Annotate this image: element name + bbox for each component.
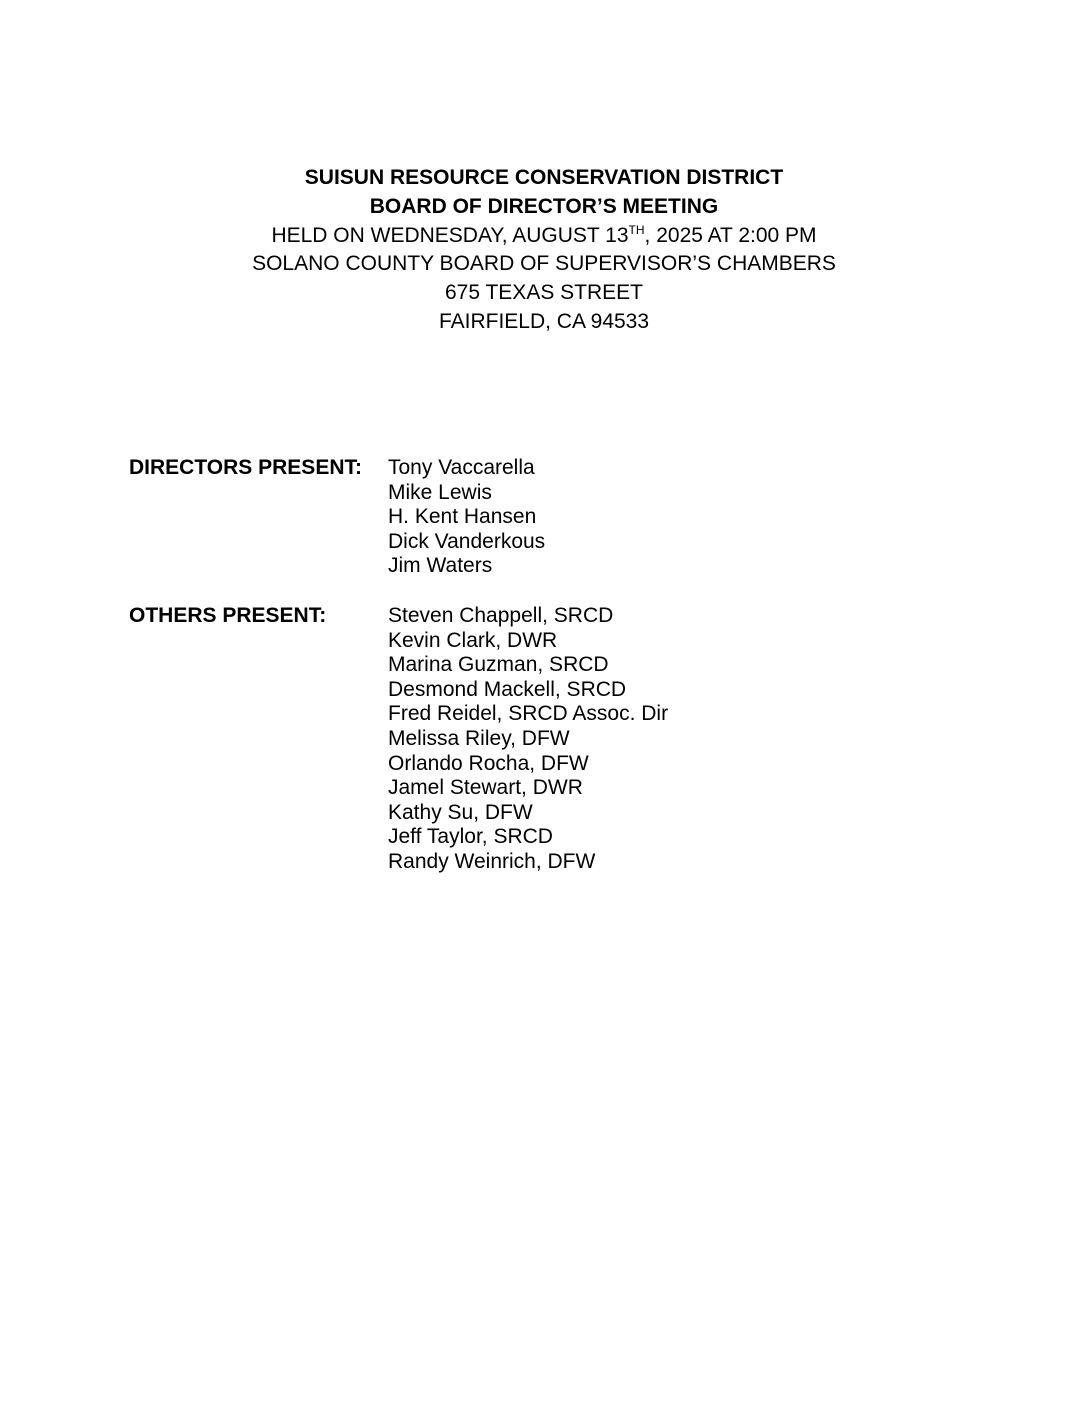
directors-present-label: DIRECTORS PRESENT: (129, 456, 362, 479)
attendee-name: Fred Reidel, SRCD Assoc. Dir (388, 702, 669, 726)
attendance-section (129, 456, 1048, 875)
attendee-name: Jim Waters (388, 554, 493, 578)
attendee-name: Dick Vanderkous (388, 529, 546, 553)
attendee-name: Kevin Clark, DWR (388, 628, 558, 652)
others-present-section (129, 604, 1048, 875)
others-present-label: OTHERS PRESENT: (129, 603, 327, 627)
attendee-name: H. Kent Hansen (388, 505, 537, 529)
header-address-line-1: 675 TEXAS STREET (444, 281, 644, 305)
attendee-name: Jeff Taylor, SRCD (388, 825, 553, 849)
attendee-name: Kathy Su, DFW (388, 800, 533, 824)
attendee-name: Randy Weinrich, DFW (388, 849, 596, 873)
header-venue-line: SOLANO COUNTY BOARD OF SUPERVISOR’S CHAMBERS (252, 252, 836, 276)
attendee-name: Steven Chappell, SRCD (388, 603, 614, 627)
attendee-name: Desmond Mackell, SRCD (388, 677, 627, 701)
header-title-line-1: SUISUN RESOURCE CONSERVATION DISTRICT (304, 166, 784, 189)
header-date-prefix: HELD ON WEDNESDAY, AUGUST 13 (271, 223, 629, 247)
header-date-line (0, 222, 1088, 251)
header-address-line-2: FAIRFIELD, CA 94533 (438, 309, 650, 333)
attendee-name: Jamel Stewart, DWR (388, 776, 583, 800)
header-title-line-2: BOARD OF DIRECTOR’S MEETING (369, 194, 719, 218)
attendee-name: Mike Lewis (388, 480, 492, 504)
others-present-list (388, 604, 668, 875)
document-header (0, 164, 1088, 337)
attendee-name: Tony Vaccarella (388, 456, 535, 479)
attendee-name: Orlando Rocha, DFW (388, 751, 589, 775)
attendee-name: Marina Guzman, SRCD (388, 653, 609, 677)
directors-present-list (388, 456, 545, 579)
attendee-name: Melissa Riley, DFW (388, 726, 570, 750)
header-date-suffix: , 2025 AT 2:00 PM (644, 223, 817, 247)
header-date-superscript: TH (628, 222, 645, 237)
directors-present-section (129, 456, 1048, 579)
